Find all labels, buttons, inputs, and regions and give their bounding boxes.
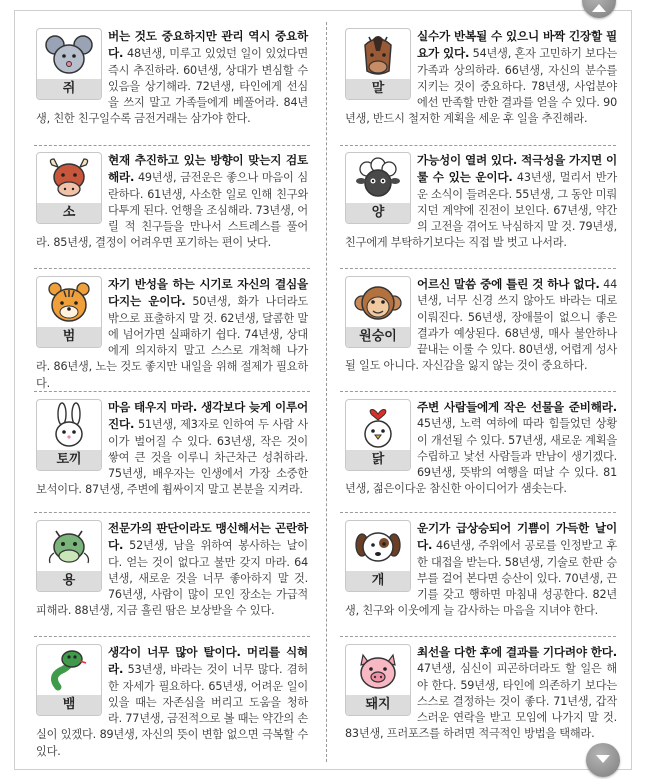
dog-badge [345,520,411,592]
fortune-headline: 자기 반성을 하는 시기로 자신의 결심을 다지는 운이다. [108,277,308,309]
horse-badge [345,28,411,100]
fortune-entry-tiger [36,276,308,392]
fortune-entry-monkey [345,276,617,375]
dragon-icon [44,523,94,571]
fortune-entry-rooster [345,399,617,498]
ox-icon [44,155,94,203]
fortune-body: 46년생, 주위에서 공로를 인정받고 후한 대접을 받는다. 58년생, 기술로 한판 승부를 걸어 본다면 승산이 있다. 70년생, 끈기를 갖고 행하면 마침내 성공한다. 82년생, 친구와 이웃에게 늘 감사하는 마음을 지녀야 한다. [345,539,617,618]
horse-icon [353,31,403,79]
fortune-body: 48년생, 미루고 있었던 일이 있었다면 즉시 추진하라. 60년생, 상대가 변심할 수 있음을 상기해라. 72년생, 타인에게 선심을 쓰지 말고 가족들에게 베풀어라. 84년생, 친한 친구일수록 금전거래는 삼가야 한다. [36,47,308,126]
row-divider [340,391,616,392]
row-divider [34,512,310,513]
pig-icon [353,647,403,695]
fortune-headline: 최선을 다한 후에 결과를 기다려야 한다. [417,645,617,659]
fortune-entry-rat [36,28,308,128]
fortune-body: 49년생, 금전운은 좋으나 마음이 심란하다. 61년생, 사소한 일로 인해 친구와 다투게 된다. 언행을 조심해라. 73년생, 어릴 적 친구들을 만나서 스트레스를 풀어라. 85년생, 결정이 어려우면 포기하는 편이 낫다. [36,171,308,250]
fortune-headline: 실수가 반복될 수 있으니 바짝 긴장할 필요가 있다. [417,29,617,61]
row-divider [340,512,616,513]
fortune-body: 52년생, 남을 위하여 봉사하는 날이다. 얻는 것이 없다고 불만 갖지 마라. 64년생, 새로운 것을 너무 좋아하지 말 것. 76년생, 사람이 많이 모인 장소는 가급적 피해라. 88년생, 지금 흘린 땀은 보상받을 수 있다. [36,539,308,618]
fortune-body: 45년생, 노력 여하에 따라 힘들었던 상황이 개선될 수 있다. 57년생, 새로운 계획을 수립하고 낯선 사람들과 만남이 생기겠다. 69년생, 뜻밖의 여행을 떠날 수 있다. 81년생, 젊은이다운 참신한 아이디어가 샘솟는다. [345,417,617,496]
fortune-headline: 마음 태우지 마라. 생각보다 늦게 이루어진다. [108,400,308,432]
fortune-headline: 가능성이 열려 있다. 적극성을 가지면 이룰 수 있는 운이다. [417,153,617,185]
pig-badge [345,644,411,716]
fortune-headline: 전문가의 판단이라도 맹신해서는 곤란하다. [108,521,308,553]
fortune-headline: 버는 것도 중요하지만 관리 역시 중요하다. [108,29,308,61]
rabbit-icon [44,402,94,450]
zodiac-label: 뱀 [37,695,101,715]
fortune-body: 53년생, 바라는 것이 너무 많다. 겸허한 자세가 필요하다. 65년생, 어려운 일이 있을 때는 자존심을 버리고 도움을 청하라. 77년생, 금전적으로 볼 때는 약간의 손실이 있겠다. 89년생, 자신의 뜻이 변함 없으면 극복할 수 있다. [36,663,308,758]
fortune-headline: 어르신 말씀 중에 틀린 것 하나 없다. [417,277,600,291]
zodiac-label: 원숭이 [346,327,410,347]
tiger-badge [36,276,102,348]
zodiac-label: 쥐 [37,79,101,99]
rat-badge [36,28,102,100]
rabbit-badge [36,399,102,471]
sheep-badge [345,152,411,224]
dog-icon [353,523,403,571]
zodiac-label: 양 [346,203,410,223]
zodiac-label: 닭 [346,450,410,470]
rooster-badge [345,399,411,471]
snake-badge [36,644,102,716]
fortune-entry-rabbit [36,399,308,499]
row-divider [340,145,616,146]
fortune-entry-ox [36,152,308,252]
fortune-body: 54년생, 혼자 고민하기 보다는 가족과 상의하라. 66년생, 자신의 분수를 지키는 것이 중요하다. 78년생, 사업분야에선 만족할 만한 결과를 얻을 수 있다. 90년생, 반드시 철저한 계획을 세운 후 일을 추진해라. [345,47,617,126]
row-divider [34,145,310,146]
fortune-headline: 운기가 급상승되어 기쁨이 가득한 날이다. [417,521,617,553]
zodiac-label: 말 [346,79,410,99]
ox-badge [36,152,102,224]
fortune-headline: 현재 추진하고 있는 방향이 맞는지 검토해라. [108,153,308,185]
zodiac-label: 범 [37,327,101,347]
zodiac-label: 용 [37,571,101,591]
zodiac-label: 토끼 [37,450,101,470]
monkey-icon [353,279,403,327]
row-divider [34,636,310,637]
scroll-down-button[interactable] [586,743,620,777]
rooster-icon [353,402,403,450]
fortune-headline: 생각이 너무 많아 탈이다. 머리를 식혀라. [108,645,308,677]
fortune-entry-sheep [345,152,617,252]
zodiac-label: 개 [346,571,410,591]
row-divider [340,636,616,637]
zodiac-label: 돼지 [346,695,410,715]
snake-icon [44,647,94,695]
column-divider [326,22,327,762]
tiger-icon [44,279,94,327]
fortune-body: 44년생, 너무 신경 쓰지 않아도 바라는 대로 이뤄진다. 56년생, 장애물이 없으니 좋은 결과가 예상된다. 68년생, 매사 불안하나 끝내는 이룰 수 있다. 80년생, 어렵게 성사될 일도 아니다. 자신감을 잃지 않는 것이 중요하다. [345,278,617,373]
fortune-entry-dragon [36,520,308,620]
row-divider [340,268,616,269]
zodiac-label: 소 [37,203,101,223]
fortune-body: 50년생, 화가 나더라도 밖으로 표출하지 말 것. 62년생, 달콤한 말에 넘어가면 실패하기 쉽다. 74년생, 상대에게 의지하지 말고 스스로 개척해 나가라. 86년생, 노는 것도 좋지만 내일을 위해 절제가 필요하다. [36,295,308,390]
fortune-body: 47년생, 심신이 피곤하더라도 할 일은 해야 한다. 59년생, 타인에 의존하기 보다는 스스로 결정하는 것이 좋다. 71년생, 갑작스러운 연락을 받고 모임에 나가지 말 것. 83년생, 프러포즈를 하려면 적극적인 방법을 택해라. [345,662,617,741]
fortune-entry-snake [36,644,308,760]
fortune-entry-horse [345,28,617,128]
rat-icon [44,31,94,79]
row-divider [34,268,310,269]
fortune-headline: 주변 사람들에게 작은 선물을 준비해라. [417,400,617,414]
monkey-badge [345,276,411,348]
fortune-body: 51년생, 제3자로 인하여 두 사람 사이가 벌어질 수 있다. 63년생, 작은 것이 쌓여 큰 것을 이루니 차근차근 성취하라. 75년생, 배우자는 인생에서 가장 소중한 보석이다. 87년생, 주변에 휩싸이지 말고 본분을 지켜라. [36,418,308,497]
fortune-entry-pig [345,644,617,743]
fortune-entry-dog [345,520,617,620]
sheep-icon [353,155,403,203]
dragon-badge [36,520,102,592]
fortune-body: 43년생, 멀리서 반가운 소식이 들려온다. 55년생, 그 동안 미뤄지던 계약에 진전이 보인다. 67년생, 약간의 고전을 겪어도 낙심하지 말 것. 79년생, 친구에게 부탁하기보다는 직접 발 벗고 나서라. [345,171,617,250]
